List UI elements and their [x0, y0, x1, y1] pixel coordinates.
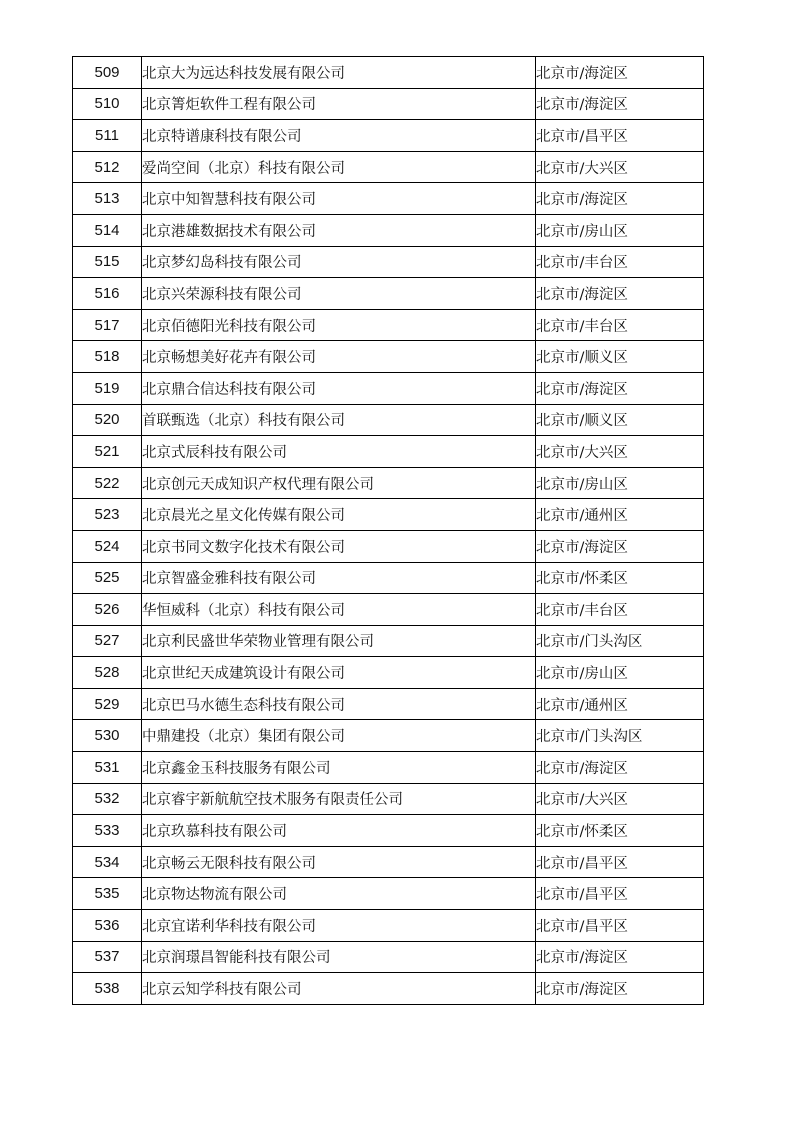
row-number-cell: 519 [73, 372, 142, 404]
table-row [73, 246, 704, 278]
table-row [73, 973, 704, 1005]
table-row [73, 910, 704, 942]
row-number-cell: 510 [73, 88, 142, 120]
company-name-cell: 北京智盛金雅科技有限公司 [142, 562, 536, 594]
row-number-cell: 518 [73, 341, 142, 373]
company-name-cell: 中鼎建投（北京）集团有限公司 [142, 720, 536, 752]
region-cell: 北京市/海淀区 [536, 530, 704, 562]
table-row [73, 183, 704, 215]
region-cell: 北京市/昌平区 [536, 846, 704, 878]
row-number-cell: 533 [73, 815, 142, 847]
row-number-cell: 534 [73, 846, 142, 878]
region-cell: 北京市/海淀区 [536, 278, 704, 310]
company-name-cell: 北京书同文数字化技术有限公司 [142, 530, 536, 562]
row-number-cell: 522 [73, 467, 142, 499]
region-cell: 北京市/丰台区 [536, 309, 704, 341]
row-number-cell: 511 [73, 120, 142, 152]
row-number-cell: 512 [73, 151, 142, 183]
table-row [73, 815, 704, 847]
table-row [73, 941, 704, 973]
row-number-cell: 517 [73, 309, 142, 341]
region-cell: 北京市/顺义区 [536, 341, 704, 373]
table-row [73, 657, 704, 689]
table-row [73, 720, 704, 752]
company-name-cell: 北京创元天成知识产权代理有限公司 [142, 467, 536, 499]
row-number-cell: 529 [73, 688, 142, 720]
company-name-cell: 北京云知学科技有限公司 [142, 973, 536, 1005]
region-cell: 北京市/怀柔区 [536, 562, 704, 594]
region-cell: 北京市/海淀区 [536, 88, 704, 120]
company-name-cell: 北京鑫金玉科技服务有限公司 [142, 752, 536, 784]
row-number-cell: 536 [73, 910, 142, 942]
region-cell: 北京市/昌平区 [536, 120, 704, 152]
company-name-cell: 北京箐炬软件工程有限公司 [142, 88, 536, 120]
row-number-cell: 515 [73, 246, 142, 278]
table-row [73, 688, 704, 720]
company-name-cell: 北京梦幻岛科技有限公司 [142, 246, 536, 278]
table-row [73, 341, 704, 373]
region-cell: 北京市/门头沟区 [536, 625, 704, 657]
region-cell: 北京市/房山区 [536, 467, 704, 499]
table-row [73, 530, 704, 562]
row-number-cell: 516 [73, 278, 142, 310]
company-name-cell: 北京睿宇新航航空技术服务有限责任公司 [142, 783, 536, 815]
region-cell: 北京市/顺义区 [536, 404, 704, 436]
table-row [73, 309, 704, 341]
company-name-cell: 北京利民盛世华荣物业管理有限公司 [142, 625, 536, 657]
table-row [73, 467, 704, 499]
row-number-cell: 525 [73, 562, 142, 594]
table-row [73, 499, 704, 531]
row-number-cell: 526 [73, 594, 142, 626]
table-row [73, 625, 704, 657]
table-row [73, 214, 704, 246]
table-row [73, 878, 704, 910]
region-cell: 北京市/房山区 [536, 214, 704, 246]
table-row [73, 594, 704, 626]
row-number-cell: 537 [73, 941, 142, 973]
table-row [73, 752, 704, 784]
region-cell: 北京市/怀柔区 [536, 815, 704, 847]
company-name-cell: 北京兴荣源科技有限公司 [142, 278, 536, 310]
company-name-cell: 北京玖慕科技有限公司 [142, 815, 536, 847]
company-name-cell: 北京巴马水德生态科技有限公司 [142, 688, 536, 720]
region-cell: 北京市/丰台区 [536, 594, 704, 626]
company-name-cell: 北京佰德阳光科技有限公司 [142, 309, 536, 341]
region-cell: 北京市/海淀区 [536, 57, 704, 89]
row-number-cell: 509 [73, 57, 142, 89]
company-name-cell: 北京宜诺利华科技有限公司 [142, 910, 536, 942]
company-name-cell: 北京大为远达科技发展有限公司 [142, 57, 536, 89]
region-cell: 北京市/大兴区 [536, 436, 704, 468]
company-name-cell: 北京特谱康科技有限公司 [142, 120, 536, 152]
region-cell: 北京市/门头沟区 [536, 720, 704, 752]
region-cell: 北京市/通州区 [536, 499, 704, 531]
table-row [73, 372, 704, 404]
table-row [73, 57, 704, 89]
row-number-cell: 520 [73, 404, 142, 436]
table-row [73, 783, 704, 815]
region-cell: 北京市/海淀区 [536, 973, 704, 1005]
company-list-table [72, 56, 704, 1005]
company-name-cell: 爱尚空间（北京）科技有限公司 [142, 151, 536, 183]
company-name-cell: 北京中知智慧科技有限公司 [142, 183, 536, 215]
table-row [73, 88, 704, 120]
company-name-cell: 北京物达物流有限公司 [142, 878, 536, 910]
company-name-cell: 北京世纪天成建筑设计有限公司 [142, 657, 536, 689]
company-name-cell: 华恒威科（北京）科技有限公司 [142, 594, 536, 626]
row-number-cell: 531 [73, 752, 142, 784]
region-cell: 北京市/丰台区 [536, 246, 704, 278]
row-number-cell: 532 [73, 783, 142, 815]
company-name-cell: 北京畅云无限科技有限公司 [142, 846, 536, 878]
region-cell: 北京市/海淀区 [536, 941, 704, 973]
row-number-cell: 521 [73, 436, 142, 468]
table-row [73, 404, 704, 436]
table-row [73, 436, 704, 468]
region-cell: 北京市/大兴区 [536, 783, 704, 815]
table-row [73, 278, 704, 310]
region-cell: 北京市/通州区 [536, 688, 704, 720]
region-cell: 北京市/大兴区 [536, 151, 704, 183]
table-row [73, 562, 704, 594]
row-number-cell: 538 [73, 973, 142, 1005]
row-number-cell: 524 [73, 530, 142, 562]
table-row [73, 846, 704, 878]
region-cell: 北京市/昌平区 [536, 910, 704, 942]
company-name-cell: 北京鼎合信达科技有限公司 [142, 372, 536, 404]
table-row [73, 120, 704, 152]
company-name-cell: 北京畅想美好花卉有限公司 [142, 341, 536, 373]
region-cell: 北京市/海淀区 [536, 752, 704, 784]
company-name-cell: 北京晨光之星文化传媒有限公司 [142, 499, 536, 531]
table-body [73, 57, 704, 1005]
region-cell: 北京市/昌平区 [536, 878, 704, 910]
row-number-cell: 527 [73, 625, 142, 657]
table-row [73, 151, 704, 183]
company-name-cell: 北京港雄数据技术有限公司 [142, 214, 536, 246]
company-name-cell: 北京式辰科技有限公司 [142, 436, 536, 468]
row-number-cell: 514 [73, 214, 142, 246]
row-number-cell: 535 [73, 878, 142, 910]
company-name-cell: 北京润璟昌智能科技有限公司 [142, 941, 536, 973]
row-number-cell: 530 [73, 720, 142, 752]
row-number-cell: 513 [73, 183, 142, 215]
row-number-cell: 523 [73, 499, 142, 531]
row-number-cell: 528 [73, 657, 142, 689]
region-cell: 北京市/房山区 [536, 657, 704, 689]
region-cell: 北京市/海淀区 [536, 372, 704, 404]
region-cell: 北京市/海淀区 [536, 183, 704, 215]
company-name-cell: 首联甄选（北京）科技有限公司 [142, 404, 536, 436]
